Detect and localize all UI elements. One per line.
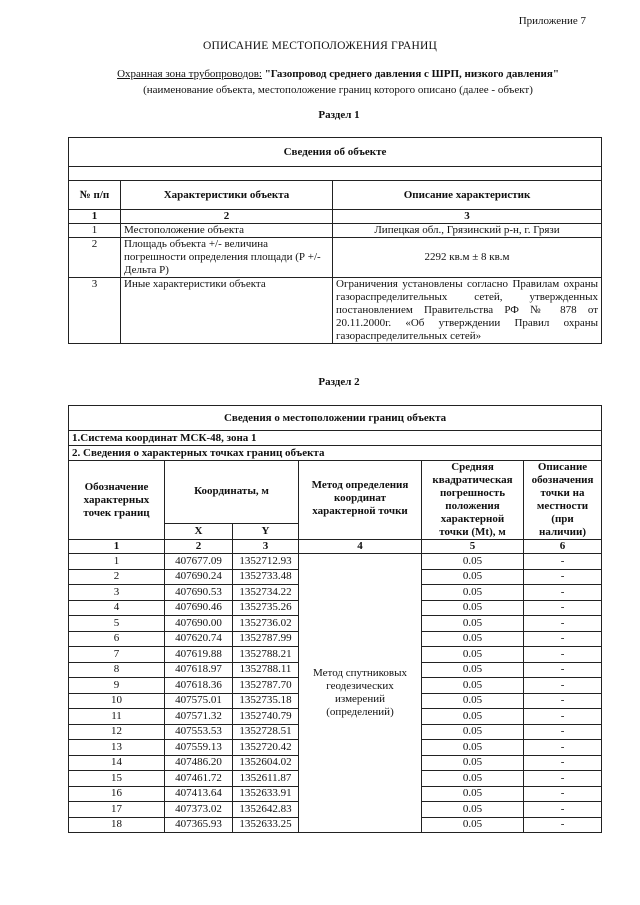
point-description: - (524, 600, 602, 616)
point-number: 17 (69, 802, 165, 818)
point-x: 407690.53 (165, 585, 233, 601)
point-x: 407620.74 (165, 631, 233, 647)
col-number: 3 (233, 540, 299, 554)
col-header-characteristic: Характеристики объекта (121, 181, 333, 210)
point-number: 7 (69, 647, 165, 663)
point-description: - (524, 771, 602, 787)
point-number: 10 (69, 693, 165, 709)
point-y: 1352633.25 (233, 817, 299, 833)
table-row (69, 278, 602, 344)
col-header-description: Описание характеристик (333, 181, 602, 210)
col-header-designation: Обозначение характерных точек границ (69, 461, 165, 540)
row-num: 3 (69, 278, 121, 344)
point-y: 1352787.70 (233, 678, 299, 694)
point-error: 0.05 (422, 709, 524, 725)
point-error: 0.05 (422, 631, 524, 647)
point-y: 1352740.79 (233, 709, 299, 725)
point-description: - (524, 802, 602, 818)
point-number: 2 (69, 569, 165, 585)
point-description: - (524, 709, 602, 725)
point-x: 407619.88 (165, 647, 233, 663)
object-info-title: Сведения об объекте (69, 138, 602, 167)
col-number: 1 (69, 210, 121, 224)
col-number: 5 (422, 540, 524, 554)
point-description: - (524, 786, 602, 802)
object-zone-line (0, 68, 640, 80)
point-error: 0.05 (422, 724, 524, 740)
point-x: 407618.97 (165, 662, 233, 678)
point-error: 0.05 (422, 802, 524, 818)
point-error: 0.05 (422, 817, 524, 833)
point-description: - (524, 740, 602, 756)
point-number: 15 (69, 771, 165, 787)
point-x: 407365.93 (165, 817, 233, 833)
col-header-method: Метод определения координат характерной точки (299, 461, 422, 540)
point-description: - (524, 755, 602, 771)
point-y: 1352712.93 (233, 554, 299, 570)
zone-prefix: Охранная зона трубопроводов: (117, 68, 262, 80)
table-row (69, 554, 602, 570)
point-number: 5 (69, 616, 165, 632)
row-value: Липецкая обл., Грязинский р-н, г. Грязи (333, 224, 602, 238)
point-y: 1352788.21 (233, 647, 299, 663)
point-error: 0.05 (422, 569, 524, 585)
point-error: 0.05 (422, 616, 524, 632)
row-value: 2292 кв.м ± 8 кв.м (333, 238, 602, 278)
boundary-table-title: Сведения о местоположении границ объекта (69, 406, 602, 431)
point-x: 407690.00 (165, 616, 233, 632)
section-1-label: Раздел 1 (318, 109, 360, 121)
appendix-label: Приложение 7 (518, 15, 586, 27)
point-y: 1352642.83 (233, 802, 299, 818)
point-x: 407677.09 (165, 554, 233, 570)
point-number: 12 (69, 724, 165, 740)
table-row (69, 238, 602, 278)
row-num: 2 (69, 238, 121, 278)
point-x: 407690.46 (165, 600, 233, 616)
point-description: - (524, 817, 602, 833)
point-x: 407373.02 (165, 802, 233, 818)
point-number: 18 (69, 817, 165, 833)
point-error: 0.05 (422, 786, 524, 802)
point-y: 1352735.18 (233, 693, 299, 709)
point-x: 407575.01 (165, 693, 233, 709)
col-number: 1 (69, 540, 165, 554)
point-description: - (524, 585, 602, 601)
col-header-coords: Координаты, м (165, 461, 299, 524)
point-y: 1352604.02 (233, 755, 299, 771)
point-description: - (524, 678, 602, 694)
document-title: ОПИСАНИЕ МЕСТОПОЛОЖЕНИЯ ГРАНИЦ (202, 40, 438, 52)
point-error: 0.05 (422, 678, 524, 694)
col-header-num: № п/п (69, 181, 121, 210)
point-error: 0.05 (422, 600, 524, 616)
point-number: 6 (69, 631, 165, 647)
point-y: 1352734.22 (233, 585, 299, 601)
point-error: 0.05 (422, 771, 524, 787)
row-name: Иные характеристики объекта (121, 278, 333, 344)
point-y: 1352733.48 (233, 569, 299, 585)
point-description: - (524, 693, 602, 709)
point-x: 407486.20 (165, 755, 233, 771)
point-x: 407690.24 (165, 569, 233, 585)
point-y: 1352633.91 (233, 786, 299, 802)
point-y: 1352787.99 (233, 631, 299, 647)
point-error: 0.05 (422, 755, 524, 771)
point-method: Метод спутниковых геодезических измерений (определений) (299, 554, 422, 833)
point-error: 0.05 (422, 585, 524, 601)
col-header-description: Описание обозначения точки на местности (при наличии) (524, 461, 602, 540)
point-number: 1 (69, 554, 165, 570)
point-number: 8 (69, 662, 165, 678)
point-description: - (524, 631, 602, 647)
col-header-y: Y (233, 523, 299, 539)
point-y: 1352736.02 (233, 616, 299, 632)
point-number: 3 (69, 585, 165, 601)
point-description: - (524, 616, 602, 632)
col-number: 2 (165, 540, 233, 554)
row-num: 1 (69, 224, 121, 238)
point-description: - (524, 569, 602, 585)
point-y: 1352611.87 (233, 771, 299, 787)
point-x: 407413.64 (165, 786, 233, 802)
points-section-title: 2. Сведения о характерных точках границ объекта (69, 446, 602, 461)
point-number: 11 (69, 709, 165, 725)
point-x: 407571.32 (165, 709, 233, 725)
col-number: 2 (121, 210, 333, 224)
point-number: 16 (69, 786, 165, 802)
point-description: - (524, 724, 602, 740)
point-number: 4 (69, 600, 165, 616)
boundary-points-table (68, 405, 602, 833)
point-y: 1352735.26 (233, 600, 299, 616)
table-row (69, 224, 602, 238)
point-y: 1352720.42 (233, 740, 299, 756)
point-error: 0.05 (422, 647, 524, 663)
point-y: 1352728.51 (233, 724, 299, 740)
point-number: 13 (69, 740, 165, 756)
row-value: Ограничения установлены согласно Правилам охраны газораспределительных сетей, утвержденных постановлением Правительства РФ № 878 от 20.11.2000г. «Об утверждении Правил охраны газораспределительных сетей» (333, 278, 602, 344)
row-name: Местоположение объекта (121, 224, 333, 238)
point-description: - (524, 554, 602, 570)
point-number: 14 (69, 755, 165, 771)
col-header-error: Средняя квадратическая погрешность положения характерной точки (Mt), м (422, 461, 524, 540)
point-x: 407559.13 (165, 740, 233, 756)
row-name: Площадь объекта +/- величина погрешности определения площади (Р +/- Дельта Р) (121, 238, 333, 278)
point-x: 407618.36 (165, 678, 233, 694)
col-number: 4 (299, 540, 422, 554)
object-info-table (68, 137, 602, 344)
point-x: 407553.53 (165, 724, 233, 740)
point-number: 9 (69, 678, 165, 694)
section-2-label: Раздел 2 (318, 376, 360, 388)
point-x: 407461.72 (165, 771, 233, 787)
zone-name: "Газопровод среднего давления с ШРП, низкого давления" (264, 68, 559, 80)
point-description: - (524, 662, 602, 678)
col-number: 6 (524, 540, 602, 554)
point-error: 0.05 (422, 554, 524, 570)
point-y: 1352788.11 (233, 662, 299, 678)
point-error: 0.05 (422, 662, 524, 678)
point-description: - (524, 647, 602, 663)
coordinate-system: 1.Система координат МСК-48, зона 1 (69, 431, 602, 446)
point-error: 0.05 (422, 740, 524, 756)
col-number: 3 (333, 210, 602, 224)
col-header-x: X (165, 523, 233, 539)
point-error: 0.05 (422, 693, 524, 709)
zone-subtitle: (наименование объекта, местоположение границ которого описано (далее - объект) (143, 84, 533, 96)
blank-row (69, 167, 602, 181)
